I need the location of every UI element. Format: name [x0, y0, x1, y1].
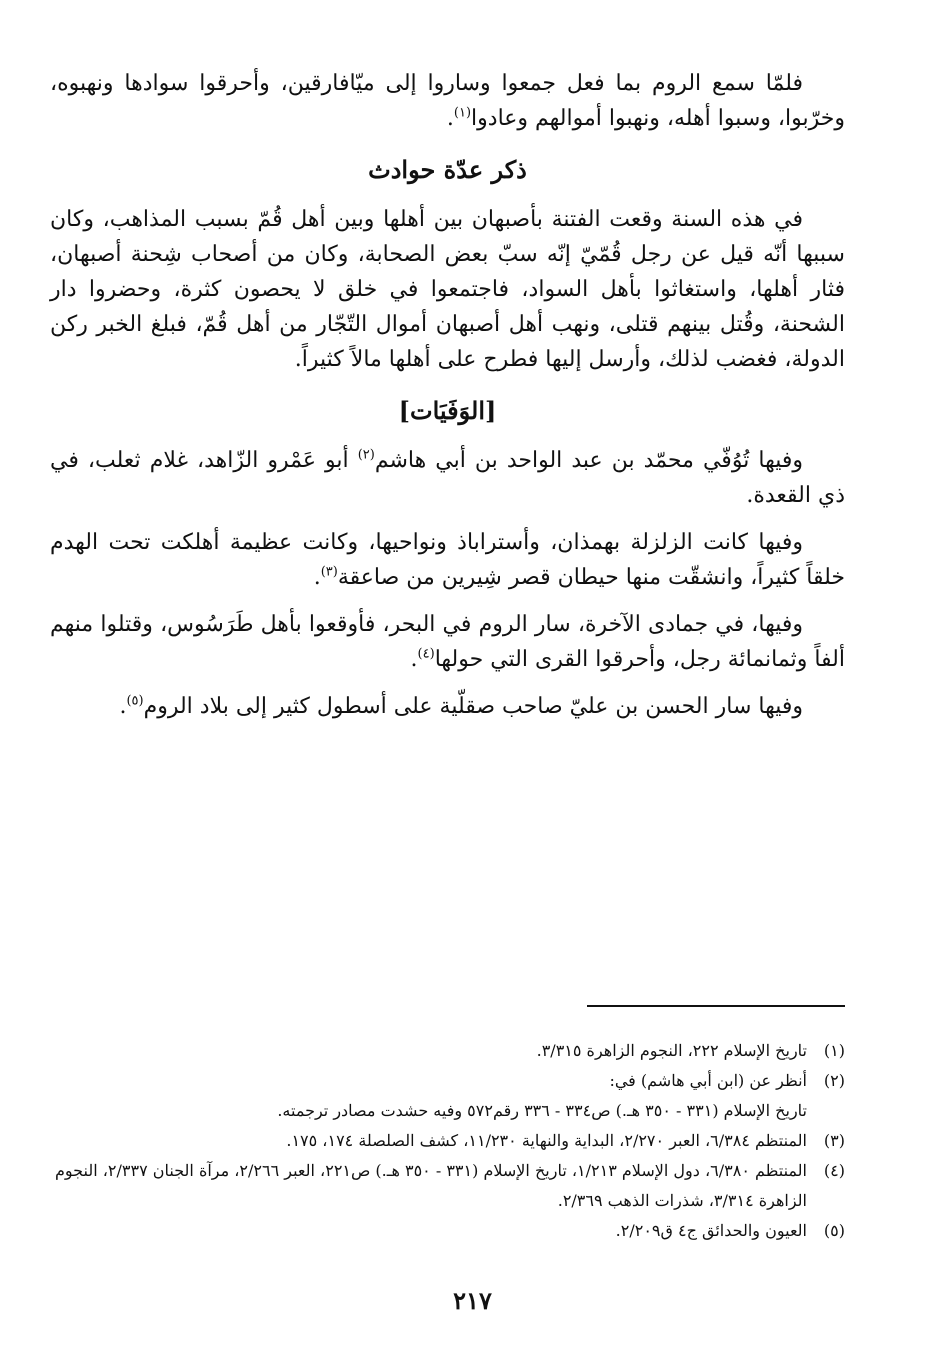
footnote	[50, 1036, 845, 1066]
footnote	[50, 1126, 845, 1156]
paragraph: في هذه السنة وقعت الفتنة بأصبهان بين أهلها وبين أهل قُمّ بسبب المذاهب، وكان سببها أنّه قيل عن رجل قُمّيّ إنّه سبّ بعض الصحابة، وكان من أصحاب شِحنة أصبهان، فثار أهلها، واستغاثوا بأهل السواد، فاجتمعوا في خلق لا يحصون كثرة، وحضروا دار الشحنة، وقُتل بينهم قتلى، ونهب أهل أصبهان أموال التّجّار من أهل قُمّ، فبلغ الخبر ركن الدولة، فغضب لذلك، وأرسل إليها فطرح على أهلها مالاً كثيراً.	[50, 207, 845, 372]
footnote-divider	[587, 1005, 845, 1007]
footnote-text: تاريخ الإسلام ٢٢٢، النجوم الزاهرة ٣/٣١٥.	[536, 1041, 807, 1060]
footnote-number: (٤)	[823, 1161, 845, 1180]
footnote-ref: (٢)	[357, 447, 375, 463]
footnote-number: (١)	[823, 1041, 845, 1060]
footnote	[50, 1216, 845, 1246]
footnote-ref: (٥)	[126, 693, 144, 709]
footnote	[50, 1156, 845, 1216]
footnote-ref: (٤)	[417, 646, 435, 662]
footnote-number: (٥)	[823, 1221, 845, 1240]
footnote-text: تاريخ الإسلام (٣٣١ - ٣٥٠ هـ.) ص٣٣٤ - ٣٣٦ رقم٥٧٢ وفيه حشدت مصادر ترجمته.	[277, 1101, 807, 1120]
main-text	[50, 66, 845, 724]
paragraph: وفيها كانت الزلزلة بهمذان، وأستراباذ ونواحيها، وكانت عظيمة أهلكت تحت الهدم خلقاً كثيراً، وانشقّت منها حيطان قصر شِيرين من صاعقة$^{(٣)}$.	[50, 530, 845, 590]
footnote-ref: (٣)	[320, 564, 338, 580]
footnote	[50, 1066, 845, 1126]
footnote-text: المنتظم ٦/٣٨٤، العبر ٢/٢٧٠، البداية والنهاية ١١/٢٣٠، كشف الصلصلة ١٧٤، ١٧٥.	[286, 1131, 807, 1150]
footnote-text: المنتظم ٦/٣٨٠، دول الإسلام ١/٢١٣، تاريخ الإسلام (٣٣١ - ٣٥٠ هـ.) ص٢٢١، العبر ٢/٢٦٦، مرآة الجنان ٢/٣٣٧، النجوم الزاهرة ٣/٣١٤، شذرات الذهب ٢/٣٦٩.	[55, 1161, 807, 1210]
footnote-text: العيون والحدائق ج٤ ق٢/٢٠٩.	[615, 1221, 807, 1240]
paragraph: فلمّا سمع الروم بما فعل جمعوا وساروا إلى ميّافارقين، وأحرقوا سوادها ونهبوه، وخرّبوا، وسبوا أهله، ونهبوا أموالهم وعادوا$^{(١)}$.	[50, 71, 845, 131]
section-heading: [الوَفَيَات]	[398, 396, 497, 425]
footnote-number: (٣)	[823, 1131, 845, 1150]
footnote-number: (٢)	[823, 1071, 845, 1090]
paragraph: وفيها تُوُفّي محمّد بن عبد الواحد بن أبي هاشم$^{(٢)}$ أبو عَمْرو الزّاهد، غلام ثعلب، في ذي القعدة.	[50, 447, 845, 508]
section-heading: ذكر عدّة حوادث	[368, 155, 527, 184]
paragraph: وفيها، في جمادى الآخرة، سار الروم في البحر، فأوقعوا بأهل طَرَسُوس، وقتلوا منهم ألفاً وثمانمائة رجل، وأحرقوا القرى التي حولها$^{(٤)}$.	[50, 612, 845, 672]
paragraph: وفيها سار الحسن بن عليّ صاحب صقلّية على أسطول كثير إلى بلاد الروم$^{(٥)}$.	[119, 693, 803, 719]
page-number: ٢١٧	[453, 1286, 492, 1315]
footnote-text: أنظر عن (ابن أبي هاشم) في:	[609, 1071, 807, 1090]
footnotes	[50, 1036, 845, 1246]
footnote-ref: (١)	[453, 105, 472, 121]
